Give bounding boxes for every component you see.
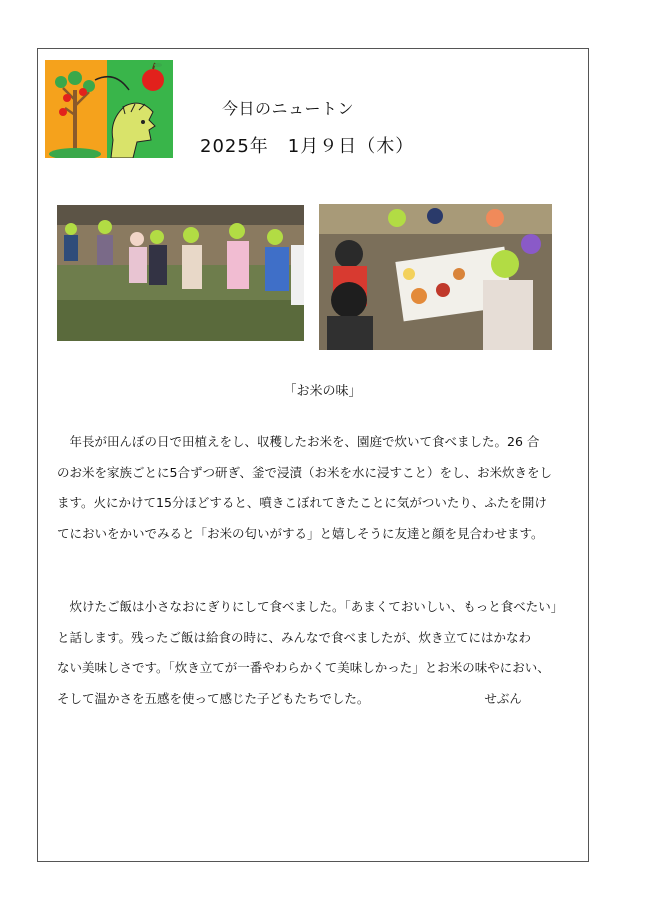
paragraph-line: てにおいをかいでみると「お米の匂いがする」と嬉しそうに友達と顔を見合わせます。 — [57, 525, 544, 541]
author-signature: せぶん — [484, 690, 522, 706]
article-heading: 「お米の味」 — [283, 384, 362, 399]
paragraph-line: 炊けたご飯は小さなおにぎりにして食べました。「あまくておいしい、もっと食べたい」 — [57, 599, 564, 614]
children-sitting-photo — [57, 205, 304, 341]
paragraph-line: と話します。残ったご飯は給食の時に、みんなで食べましたが、炊き立てにはかなわ — [57, 629, 532, 645]
article-paragraph-2 — [57, 592, 585, 714]
paragraph-line: ない美味しさです。「炊き立てが一番やわらかくて美味しかった」とお米の味やにおい、 — [57, 660, 550, 675]
newsletter-date: 2025年 1月９日（木） — [200, 136, 415, 157]
paragraph-line: のお米を家族ごとに5合ずつ研ぎ、釜で浸漬（お米を水に浸すこと）をし、お米炊きをし — [57, 464, 552, 480]
paragraph-line-text: そして温かさを五感を使って感じた子どもたちでした。 — [57, 690, 370, 706]
newton-logo — [45, 60, 173, 158]
paragraph-line — [57, 684, 585, 715]
children-eating-photo — [319, 204, 552, 350]
newsletter-title: 今日のニュートン — [222, 99, 355, 118]
article-paragraph-1 — [57, 427, 585, 549]
paragraph-line: 年長が田んぼの日で田植えをし、収穫したお米を、園庭で炊いて食べました。26 合 — [57, 434, 540, 449]
paragraph-line: ます。火にかけて15分ほどすると、噴きこぼれてきたことに気がついたり、ふたを開け — [57, 495, 547, 510]
